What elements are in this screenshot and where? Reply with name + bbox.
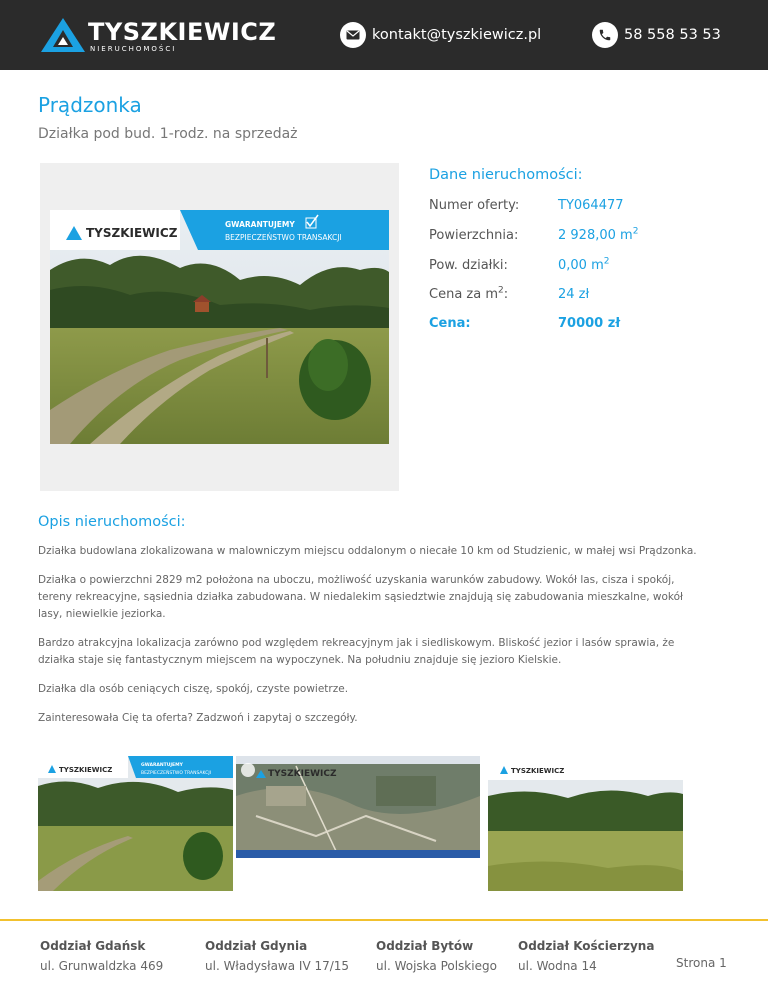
prop-label: Pow. działki: <box>429 258 508 273</box>
prop-label: Cena: <box>429 316 471 331</box>
banner-line2: BEZPIECZEŃSTWO TRANSAKCJI <box>225 233 342 242</box>
branch-gdynia <box>205 939 349 973</box>
svg-text:GWARANTUJEMY: GWARANTUJEMY <box>141 763 183 768</box>
description-heading: Opis nieruchomości: <box>38 514 186 530</box>
listing-title: Prądzonka <box>38 93 142 117</box>
email-text[interactable]: kontakt@tyszkiewicz.pl <box>372 27 542 43</box>
description-paragraph: Działka dla osób ceniących ciszę, spokój, czyste powietrze. <box>38 683 349 695</box>
svg-text:TYSZKIEWICZ: TYSZKIEWICZ <box>268 769 337 779</box>
page-header <box>0 0 768 70</box>
description-paragraph: Działka budowlana zlokalizowana w malowniczym miejscu oddalonym o niecałe 10 km od Studzienic, w małej wsi Prądzonka. <box>38 545 697 557</box>
banner-logo: TYSZKIEWICZ <box>86 226 178 240</box>
prop-value: 24 zł <box>558 287 590 302</box>
description-body <box>38 543 706 739</box>
branch-bytow <box>376 939 497 973</box>
svg-text:TYSZKIEWICZ: TYSZKIEWICZ <box>59 766 113 774</box>
description-paragraph: Działka o powierzchni 2829 m2 położona na uboczu, możliwość uzyskania warunków zabudowy. Wokół las, cisza i spokój, tereny rekreacyjne, sąsiednia działka zabudowana. W niedalekim sąsiedztwie znajdują się zabudowania mieszkalne, wokół lasy, niewielkie jeziorka. <box>38 574 684 620</box>
thumbnail-map[interactable] <box>236 756 480 858</box>
branch-address: ul. Władysława IV 17/15 <box>205 959 350 973</box>
contact-email[interactable] <box>340 22 541 48</box>
thumbnail-photo-3[interactable] <box>488 756 683 891</box>
branch-name: Oddział Kościerzyna <box>518 939 655 953</box>
description-paragraph: Bardzo atrakcyjna lokalizacja zarówno pod względem rekreacyjnym jak i siedliskowym. Bliskość jezior i lasów sprawia, że działka staje się fantastycznym miejscem na wypoczynek. Na południu znajduje się jezioro Kielskie. <box>38 637 675 666</box>
property-details-heading: Dane nieruchomości: <box>429 167 583 183</box>
description-paragraph: Zainteresowała Cię ta oferta? Zadzwoń i zapytaj o szczegóły. <box>38 712 358 724</box>
thumbnail-photo-1[interactable] <box>38 756 233 891</box>
property-details <box>429 167 729 195</box>
prop-value: 70000 zł <box>558 316 621 331</box>
listing-subtitle: Działka pod bud. 1-rodz. na sprzedaż <box>38 126 298 142</box>
svg-text:TYSZKIEWICZ: TYSZKIEWICZ <box>511 767 565 775</box>
page-number: Strona 1 <box>676 956 727 970</box>
prop-value: 0,00 $m^2$ <box>558 256 610 273</box>
branch-koscierzyna <box>518 939 654 973</box>
footer-divider <box>0 919 768 921</box>
svg-text:BEZPIECZEŃSTWO TRANSAKCJI: BEZPIECZEŃSTWO TRANSAKCJI <box>141 771 212 776</box>
main-photo[interactable] <box>50 210 389 444</box>
logo-text: TYSZKIEWICZ <box>88 18 277 46</box>
branch-name: Oddział Gdynia <box>205 939 308 953</box>
branch-gdansk <box>40 939 163 973</box>
logo-triangle-icon <box>40 17 86 53</box>
prop-value: 2 928,00 $m^2$ <box>558 226 639 243</box>
prop-label: Numer oferty: <box>429 198 520 213</box>
phone-icon <box>592 22 618 48</box>
logo-subtext: NIERUCHOMOŚCI <box>90 45 177 53</box>
branch-address: ul. Wodna 14 <box>518 959 597 973</box>
branch-address: ul. Grunwaldzka 469 <box>40 959 164 973</box>
prop-label: Powierzchnia: <box>429 228 519 243</box>
branch-name: Oddział Bytów <box>376 939 474 953</box>
phone-text[interactable]: 58 558 53 53 <box>624 27 721 43</box>
prop-value: TY064477 <box>558 198 624 213</box>
company-logo[interactable] <box>40 17 277 57</box>
branch-address: ul. Wojska Polskiego <box>376 959 497 973</box>
envelope-icon <box>340 22 366 48</box>
prop-label: Cena za $m^2$: <box>429 285 509 302</box>
banner-line1: GWARANTUJEMY <box>225 220 295 229</box>
contact-phone[interactable] <box>592 22 721 48</box>
branch-name: Oddział Gdańsk <box>40 939 146 953</box>
